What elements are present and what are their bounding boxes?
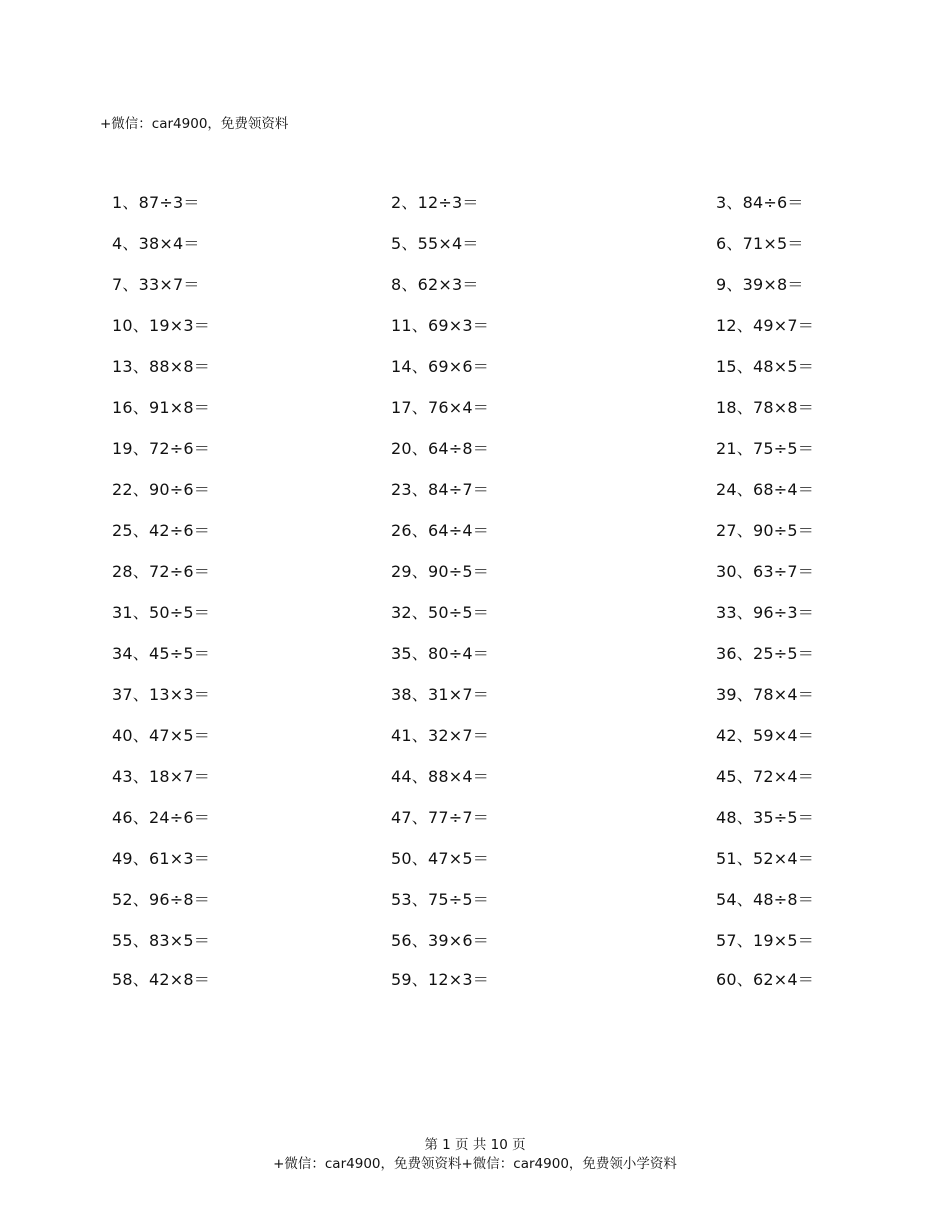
problem-row	[0, 187, 950, 228]
problem-item: 10、19×3＝	[112, 316, 210, 335]
problem-item: 59、12×3＝	[391, 970, 489, 989]
problem-item: 30、63÷7＝	[716, 562, 814, 581]
page-footer	[0, 1136, 950, 1174]
page-number: 第 1 页 共 10 页	[424, 1137, 526, 1153]
problem-item: 50、47×5＝	[391, 849, 489, 868]
problem-item: 1、87÷3＝	[112, 193, 200, 212]
problem-item: 55、83×5＝	[112, 931, 210, 950]
problem-item: 44、88×4＝	[391, 767, 489, 786]
problem-item: 16、91×8＝	[112, 398, 210, 417]
problem-item: 8、62×3＝	[391, 275, 479, 294]
problem-item: 36、25÷5＝	[716, 644, 814, 663]
problem-row	[0, 884, 950, 925]
problem-item: 25、42÷6＝	[112, 521, 210, 540]
problem-item: 39、78×4＝	[716, 685, 814, 704]
problem-item: 54、48÷8＝	[716, 890, 814, 909]
problem-row	[0, 964, 950, 1005]
problem-row	[0, 720, 950, 761]
problem-item: 35、80÷4＝	[391, 644, 489, 663]
header-note: +微信：car4900，免费领资料	[100, 116, 289, 132]
problem-item: 57、19×5＝	[716, 931, 814, 950]
problem-item: 9、39×8＝	[716, 275, 804, 294]
problem-row	[0, 269, 950, 310]
problem-item: 48、35÷5＝	[716, 808, 814, 827]
problem-grid	[0, 187, 950, 1005]
problem-item: 52、96÷8＝	[112, 890, 210, 909]
problem-item: 6、71×5＝	[716, 234, 804, 253]
problem-item: 46、24÷6＝	[112, 808, 210, 827]
problem-item: 14、69×6＝	[391, 357, 489, 376]
problem-row	[0, 679, 950, 720]
problem-item: 45、72×4＝	[716, 767, 814, 786]
problem-row	[0, 515, 950, 556]
problem-item: 60、62×4＝	[716, 970, 814, 989]
problem-item: 38、31×7＝	[391, 685, 489, 704]
problem-item: 47、77÷7＝	[391, 808, 489, 827]
problem-item: 22、90÷6＝	[112, 480, 210, 499]
problem-item: 56、39×6＝	[391, 931, 489, 950]
problem-row	[0, 843, 950, 884]
problem-item: 19、72÷6＝	[112, 439, 210, 458]
problem-row	[0, 392, 950, 433]
problem-row	[0, 474, 950, 515]
problem-item: 51、52×4＝	[716, 849, 814, 868]
problem-row	[0, 228, 950, 269]
problem-item: 20、64÷8＝	[391, 439, 489, 458]
problem-item: 31、50÷5＝	[112, 603, 210, 622]
problem-item: 2、12÷3＝	[391, 193, 479, 212]
problem-item: 27、90÷5＝	[716, 521, 814, 540]
problem-row	[0, 638, 950, 679]
problem-item: 12、49×7＝	[716, 316, 814, 335]
problem-item: 17、76×4＝	[391, 398, 489, 417]
problem-item: 41、32×7＝	[391, 726, 489, 745]
problem-item: 29、90÷5＝	[391, 562, 489, 581]
problem-row	[0, 925, 950, 966]
problem-row	[0, 802, 950, 843]
problem-row	[0, 761, 950, 802]
problem-item: 37、13×3＝	[112, 685, 210, 704]
problem-item: 58、42×8＝	[112, 970, 210, 989]
problem-row	[0, 597, 950, 638]
problem-item: 7、33×7＝	[112, 275, 200, 294]
problem-row	[0, 556, 950, 597]
problem-item: 21、75÷5＝	[716, 439, 814, 458]
problem-item: 28、72÷6＝	[112, 562, 210, 581]
problem-item: 15、48×5＝	[716, 357, 814, 376]
problem-row	[0, 351, 950, 392]
problem-row	[0, 310, 950, 351]
problem-row	[0, 433, 950, 474]
problem-item: 43、18×7＝	[112, 767, 210, 786]
problem-item: 23、84÷7＝	[391, 480, 489, 499]
problem-item: 49、61×3＝	[112, 849, 210, 868]
problem-item: 53、75÷5＝	[391, 890, 489, 909]
problem-item: 5、55×4＝	[391, 234, 479, 253]
problem-item: 13、88×8＝	[112, 357, 210, 376]
problem-item: 34、45÷5＝	[112, 644, 210, 663]
problem-item: 11、69×3＝	[391, 316, 489, 335]
problem-item: 3、84÷6＝	[716, 193, 804, 212]
problem-item: 40、47×5＝	[112, 726, 210, 745]
problem-item: 18、78×8＝	[716, 398, 814, 417]
problem-item: 32、50÷5＝	[391, 603, 489, 622]
footer-note: +微信：car4900，免费领资料+微信：car4900，免费领小学资料	[273, 1156, 677, 1172]
problem-item: 26、64÷4＝	[391, 521, 489, 540]
problem-item: 33、96÷3＝	[716, 603, 814, 622]
problem-item: 24、68÷4＝	[716, 480, 814, 499]
problem-item: 4、38×4＝	[112, 234, 200, 253]
problem-item: 42、59×4＝	[716, 726, 814, 745]
